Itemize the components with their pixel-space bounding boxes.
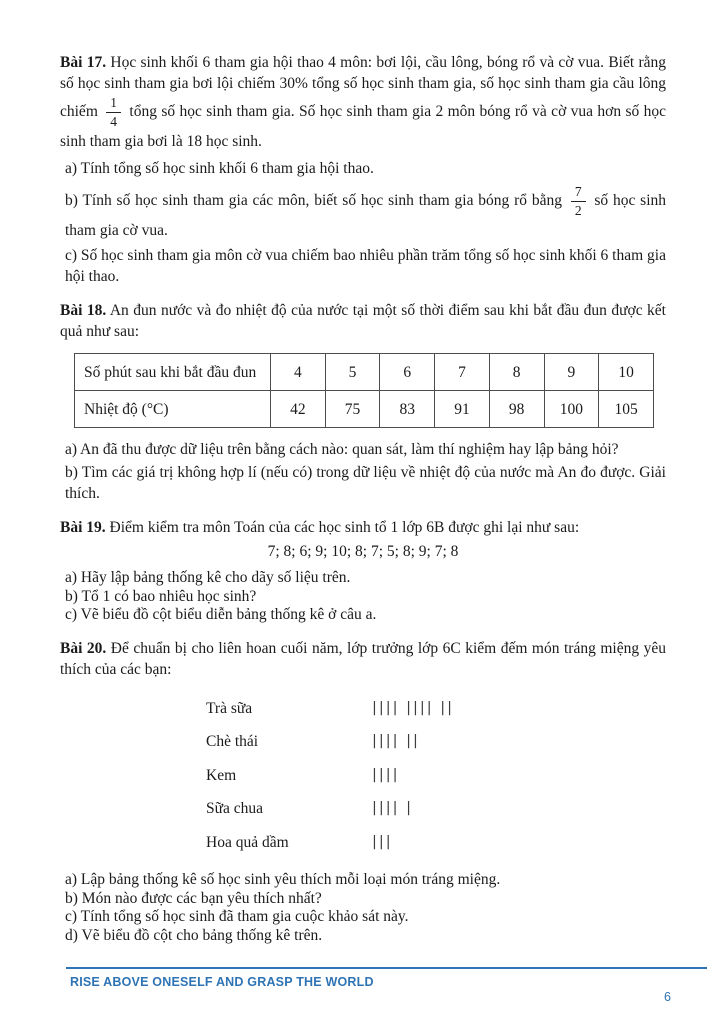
tally-item-label: Trà sữa (206, 699, 253, 717)
exercise-19-part-c: c) Vẽ biểu đồ cột biểu diễn bảng thống kê ở câu a. (65, 606, 377, 623)
table-cell: 91 (435, 391, 490, 428)
exercise-19-data-line: 7; 8; 6; 9; 10; 8; 7; 5; 8; 9; 7; 8 (267, 543, 459, 560)
table-row-minutes (75, 354, 654, 391)
table-row-temperature (75, 391, 654, 428)
exercise-19-intro-text: Điểm kiểm tra môn Toán của các học sinh tổ 1 lớp 6B được ghi lại như sau: (109, 519, 580, 536)
table-cell: 9 (544, 354, 599, 391)
fraction-numerator: 1 (106, 95, 121, 113)
table-cell: 98 (489, 391, 544, 428)
exercise-20-parts (60, 871, 666, 945)
exercise-17-intro (60, 52, 666, 152)
exercise-18-intro-text: An đun nước và đo nhiệt độ của nước tại một số thời điểm sau khi bắt đầu đun được kết quả như sau: (60, 302, 666, 340)
exercise-20-part-c: c) Tính tổng số học sinh đã tham gia cuộc khảo sát này. (65, 908, 409, 925)
table-cell: 42 (271, 391, 326, 428)
exercise-19-intro (60, 517, 666, 538)
table-cell: 6 (380, 354, 435, 391)
exercise-19-part-a: a) Hãy lập bảng thống kê cho dãy số liệu trên. (65, 569, 351, 586)
table-cell: 83 (380, 391, 435, 428)
table-cell: 7 (435, 354, 490, 391)
tally-marks: |||| |||| || (372, 699, 455, 716)
tally-marks: |||| | (372, 800, 414, 817)
tally-marks: |||| (372, 766, 400, 783)
fraction-seven-halves (571, 184, 586, 219)
exercise-17-intro-text-1: Học sinh khối 6 tham gia hội thao 4 môn: bơi lội, cầu lông, bóng rổ và cờ vua. Biết rằng số học sinh tham gia bơi lội chiếm 30% tổng số học sinh tham gia, số học sinh tham gia cầu lông chiếm (60, 54, 666, 121)
exercise-18-intro (60, 300, 666, 342)
table-cell: 8 (489, 354, 544, 391)
tally-item-label: Sữa chua (206, 800, 264, 818)
tally-marks: |||| || (372, 733, 420, 750)
exercise-18-part-b: b) Tìm các giá trị không hợp lí (nếu có) trong dữ liệu về nhiệt độ của nước mà An đo được. Giải thích. (65, 464, 666, 502)
table-header-temperature: Nhiệt độ (°C) (75, 391, 271, 428)
exercise-17-part-b-text-2: số học sinh tham gia cờ vua. (65, 192, 667, 239)
fraction-one-fourth (106, 95, 121, 130)
exercise-20-intro (60, 638, 666, 680)
exercise-17-part-b (60, 183, 666, 241)
table-cell: 10 (599, 354, 654, 391)
tally-item-label: Hoa quả dầm (206, 833, 289, 851)
exercise-20-intro-text: Để chuẩn bị cho liên hoan cuối năm, lớp trưởng lớp 6C kiểm đếm món tráng miệng yêu thích của các bạn: (60, 639, 666, 678)
table-cell: 4 (271, 354, 326, 391)
exercise-20-label: Bài 20. (60, 639, 107, 657)
exercise-19-label: Bài 19. (60, 519, 106, 536)
table-cell: 100 (544, 391, 599, 428)
exercise-18 (60, 300, 666, 504)
exercise-17-intro-text-2: tổng số học sinh tham gia. Số học sinh tham gia 2 môn bóng rổ và cờ vua hơn số học sinh tham gia bơi là 18 học sinh. (60, 103, 667, 150)
tally-chart (206, 692, 666, 860)
exercise-18-label: Bài 18. (60, 302, 107, 319)
page-number: 6 (664, 990, 671, 1004)
tally-row (206, 692, 666, 726)
exercise-20-part-b: b) Món nào được các bạn yêu thích nhất? (65, 889, 322, 907)
exercise-17-label: Bài 17. (60, 54, 107, 71)
tally-row (206, 725, 666, 759)
tally-item-label: Chè thái (206, 733, 259, 751)
exercise-17-part-a: a) Tính tổng số học sinh khối 6 tham gia hội thao. (65, 160, 374, 177)
tally-row (206, 792, 666, 826)
tally-row (206, 826, 666, 860)
exercise-17 (60, 52, 666, 287)
exercise-19 (60, 517, 666, 625)
temperature-table (74, 353, 654, 428)
table-cell: 75 (325, 391, 380, 428)
exercise-20-part-d: d) Vẽ biểu đồ cột cho bảng thống kê trên. (65, 926, 323, 944)
fraction-numerator: 7 (571, 184, 586, 202)
footer-slogan: RISE ABOVE ONESELF AND GRASP THE WORLD (70, 975, 374, 989)
exercise-19-parts (60, 569, 666, 625)
fraction-denominator: 4 (110, 114, 118, 129)
table-cell: 5 (325, 354, 380, 391)
table-cell: 105 (599, 391, 654, 428)
footer-divider (66, 967, 707, 969)
tally-item-label: Kem (206, 766, 237, 784)
fraction-denominator: 2 (574, 203, 582, 218)
exercise-19-part-b: b) Tổ 1 có bao nhiêu học sinh? (65, 587, 257, 605)
exercise-17-part-c: c) Số học sinh tham gia môn cờ vua chiếm bao nhiêu phần trăm tổng số học sinh khối 6 tham gia hội thao. (65, 247, 666, 285)
exercise-18-part-a: a) An đã thu được dữ liệu trên bằng cách nào: quan sát, làm thí nghiệm hay lập bảng hỏi? (65, 441, 619, 458)
tally-row (206, 759, 666, 793)
tally-marks: ||| (372, 833, 393, 850)
exercise-20 (60, 638, 666, 946)
exercise-20-part-a: a) Lập bảng thống kê số học sinh yêu thích mỗi loại món tráng miệng. (65, 871, 501, 888)
page-content (60, 52, 666, 945)
exercise-17-part-b-text-1: b) Tính số học sinh tham gia các môn, biết số học sinh tham gia bóng rổ bằng (65, 192, 562, 210)
table-header-minutes: Số phút sau khi bắt đầu đun (75, 354, 271, 391)
